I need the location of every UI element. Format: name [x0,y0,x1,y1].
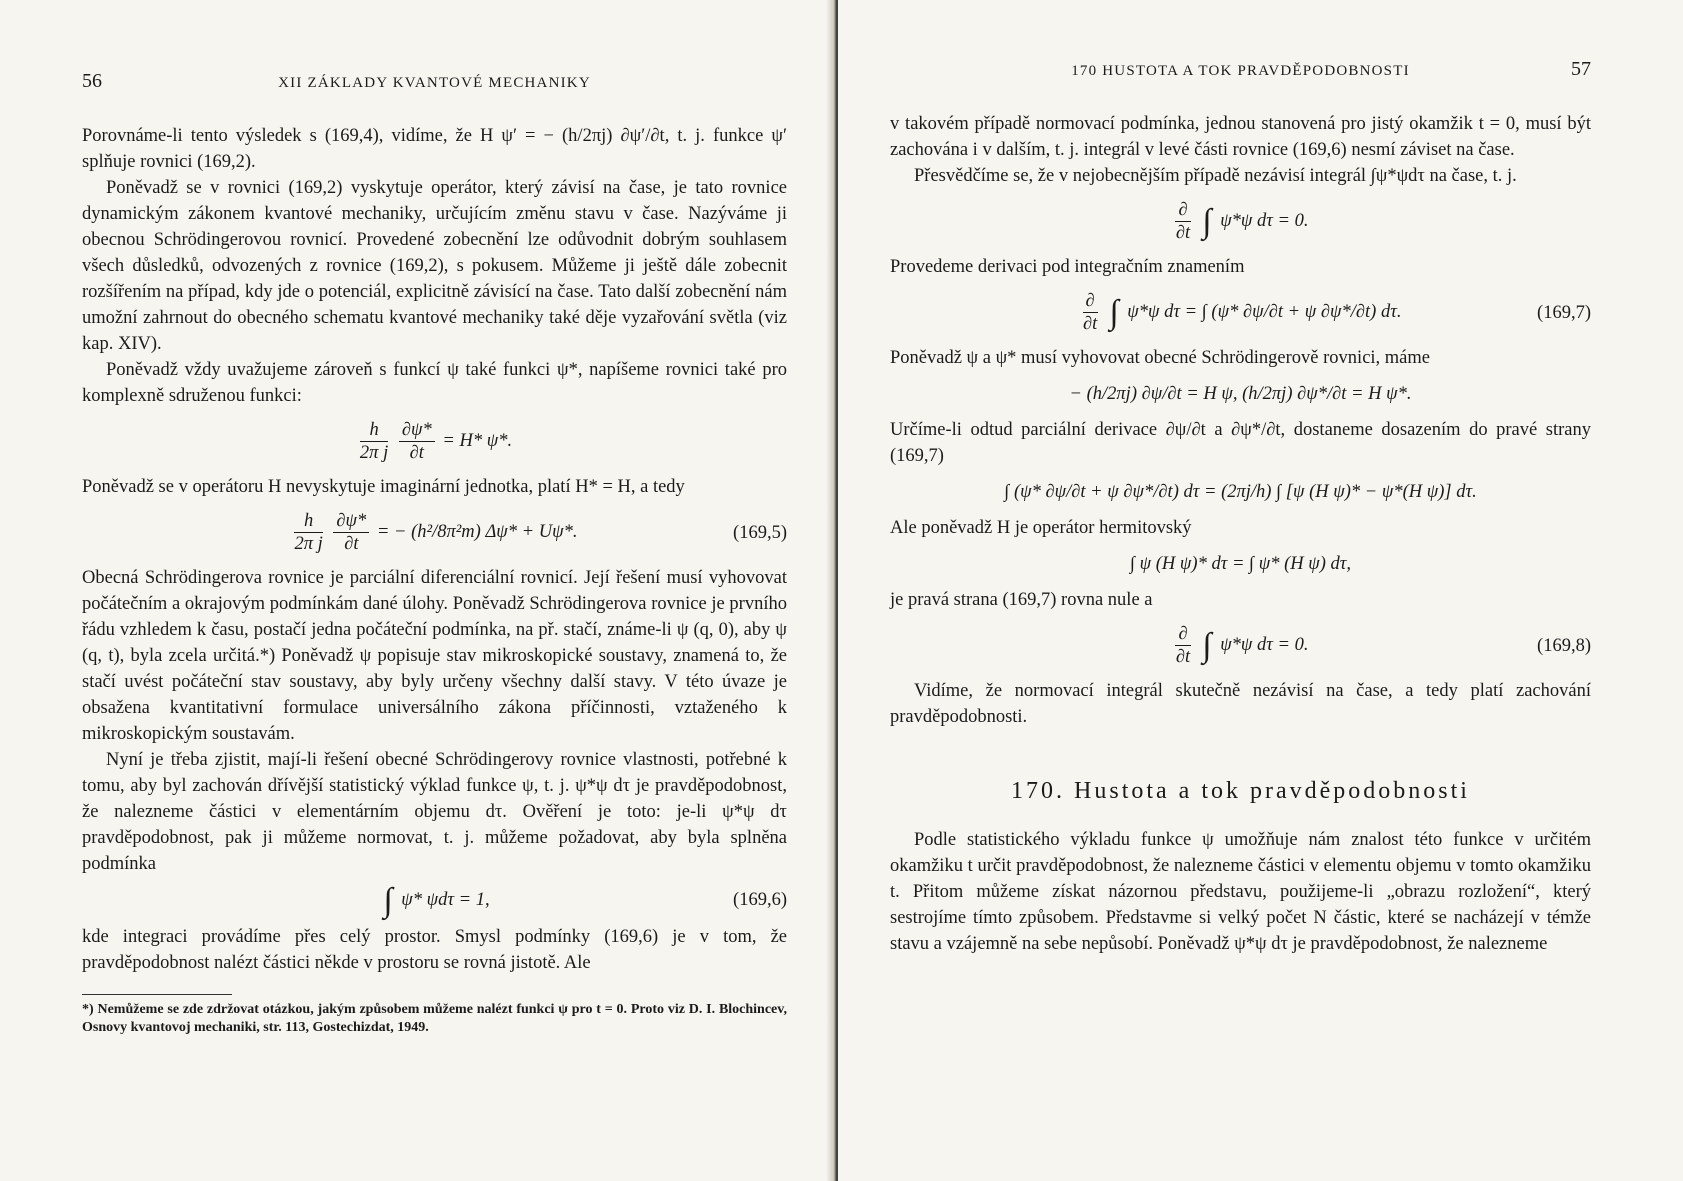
integral-sign: ∫ [1202,202,1212,240]
page-number-left: 56 [82,70,102,92]
right-paragraph-7: je pravá strana (169,7) rovna nule a [890,590,1153,610]
fraction-h-2pij: $\frac{h}{\text{2π j}}$ [294,511,323,554]
running-head-right: 170 HUSTOTA A TOK PRAVDĚPODOBNOSTI [1071,63,1410,79]
equation-conjugate [82,419,787,464]
right-paragraph-6: Ale poněvadž H je operátor hermitovský [890,518,1192,538]
left-paragraph-4: Poněvadž se v operátoru H nevyskytuje imaginární jednotka, platí H* = H, a tedy [82,477,685,497]
fraction-dpsi-dt: $\frac{\partial\psi*}{\partial t}$ [333,510,369,555]
integral-sign: ∫ [383,881,393,919]
right-paragraph-2: Přesvědčíme se, že v nejobecnějším případě nezávisí integrál ∫ψ*ψdτ na čase, t. j. [914,166,1517,186]
equation-169-7-body: ψ*ψ dτ = ∫ (ψ* ∂ψ/∂t + ψ ∂ψ*/∂t) dτ. [1127,301,1402,322]
equation-169-8 [890,623,1591,668]
fraction-dpsi-dt: $\frac{\partial\psi*}{\partial t}$ [399,419,435,464]
equation-time-derivative-body: ψ*ψ dτ = 0. [1220,210,1309,231]
equation-169-8-body: ψ*ψ dτ = 0. [1220,634,1309,655]
equation-schrodinger-pair-body: − (h/2πj) ∂ψ/∂t = H ψ, (h/2πj) ∂ψ*/∂t = H ψ*. [1069,384,1412,404]
right-paragraph-3: Provedeme derivaci pod integračním znamením [890,257,1245,277]
integral-sign: ∫ [1202,626,1212,664]
running-header-right [890,58,1591,81]
page-number-right: 57 [1570,58,1591,80]
fraction-h-2pij: $\frac{h}{\text{2π j}}$ [359,420,389,463]
equation-label-169-5: (169,5) [733,522,787,543]
running-header-left [82,70,787,93]
equation-label-169-7: (169,7) [1537,302,1591,323]
equation-169-5 [82,510,787,555]
section-title: 170. Hustota a tok pravděpodobnosti [1011,778,1470,804]
right-paragraph-1: v takovém případě normovací podmínka, jednou stanovená pro jistý okamžik t = 0, musí být zachována i v dalším, t. j. integrál v levé části rovnice (169,6) nesmí záviset na čase. [890,114,1591,160]
fraction-d-dt: $\frac{\partial}{\partial t}$ [1175,200,1191,243]
equation-substitution [890,479,1591,505]
equation-label-169-8: (169,8) [1537,635,1591,656]
fraction-d-dt: $\frac{\partial}{\partial t}$ [1082,291,1098,334]
footnote: *) Nemůžeme se zde zdržovat otázkou, jakým způsobem můžeme nalézt funkci ψ pro t = 0. Proto viz D. I. Blochincev, Osnovy kvantovoj mechaniki, str. 113, Gostechizdat, 1949. [82,1001,787,1035]
left-paragraph-7: kde integraci provádíme přes celý prostor. Smysl podmínky (169,6) je v tom, že pravděpodobnost nalézt částici někde v prostoru se rovná jistotě. Ale [82,926,787,973]
equation-hermitian-body: ∫ ψ (H ψ)* dτ = ∫ ψ* (H ψ) dτ, [1129,554,1352,574]
equation-conjugate-rhs: = H* ψ*. [442,430,513,451]
fraction-d-dt: $\frac{\partial}{\partial t}$ [1175,624,1191,667]
left-paragraph-3: Poněvadž vždy uvažujeme zároveň s funkcí ψ také funkci ψ*, napíšeme rovnici také pro komplexně sdruženou funkci: [82,360,787,406]
equation-169-7 [890,290,1591,335]
right-paragraph-9: Podle statistického výkladu funkce ψ umožňuje nám znalost této funkce v určitém okamžiku t určit pravděpodobnost, že nalezneme částici v elementu objemu v tomto okamžiku t. Přitom můžeme získat názornou představu, použijeme-li „obrazu rozložení“, který sestrojíme tímto způsobem. Představme si velký počet N částic, které se nacházejí v témže stavu a vzájemně na sebe nepůsobí. Poněvadž ψ*ψ dτ je pravděpodobnost, že nalezneme [890,830,1591,954]
equation-169-6-body: ψ* ψdτ = 1, [401,890,490,910]
equation-time-derivative [890,199,1591,244]
footnote-rule [82,994,232,995]
right-paragraph-5: Určíme-li odtud parciální derivace ∂ψ/∂t a ∂ψ*/∂t, dostaneme dosazením do pravé strany (169,7) [890,420,1591,466]
left-paragraph-1: Porovnáme-li tento výsledek s (169,4), vidíme, že H ψ′ = − (h/2πj) ∂ψ′/∂t, t. j. funkce ψ′ splňuje rovnici (169,2). [82,126,787,172]
equation-substitution-body: ∫ (ψ* ∂ψ/∂t + ψ ∂ψ*/∂t) dτ = (2πj/h) ∫ [ψ (H ψ)* − ψ*(H ψ)] dτ. [1004,482,1477,502]
right-paragraph-4: Poněvadž ψ a ψ* musí vyhovovat obecné Schrödingerově rovnici, máme [890,348,1430,368]
equation-label-169-6: (169,6) [733,890,787,911]
left-page [0,0,835,1181]
integral-sign: ∫ [1109,293,1119,331]
running-head-left: XII ZÁKLADY KVANTOVÉ MECHANIKY [278,75,591,91]
equation-schrodinger-pair [890,381,1591,407]
left-paragraph-2: Poněvadž se v rovnici (169,2) vyskytuje operátor, který závisí na čase, je tato rovnice dynamickým zákonem kvantové mechaniky, určujícím změnu stavu v čase. Nazýváme ji obecnou Schrödingerovou rovnicí. Provedené zobecnění lze odůvodnit dobrým souhlasem všech důsledků, odvozených z rovnice (169,2), s pokusem. Můžeme ji ještě dále zobecnit rozšířením na případ, kdy jde o potenciál, explicitně závisící na čase. Tato další zobecnění nám umožní zahrnout do obecného schematu kvantové mechaniky také děje vyzařování světla (viz kap. XIV). [82,178,787,354]
equation-169-6 [82,881,787,919]
equation-169-5-rhs: = − (h²/8π²m) Δψ* + Uψ*. [376,521,578,542]
equation-hermitian [890,551,1591,577]
right-paragraph-8: Vidíme, že normovací integrál skutečně nezávisí na čase, a tedy platí zachování pravděpodobnosti. [890,681,1591,727]
right-page [838,0,1683,1181]
left-paragraph-6: Nyní je třeba zjistit, mají-li řešení obecné Schrödingerovy rovnice vlastnosti, potřebné k tomu, aby byl zachován dřívější statistický výklad funkce ψ, t. j. ψ*ψ dτ je pravděpodobnost, že nalezneme částici v elementárním objemu dτ. Ověření je toto: je-li ψ*ψ dτ pravděpodobnost, pak ji můžeme normovat, t. j. můžeme požadovat, aby byla splněna podmínka [82,750,787,874]
left-paragraph-5: Obecná Schrödingerova rovnice je parciální diferenciální rovnicí. Její řešení musí vyhovovat počátečním a okrajovým podmínkám dané úlohy. Poněvadž Schrödingerova rovnice je prvního řádu vzhledem k času, postačí jedna počáteční podmínka, na př. stačí, známe-li ψ (q, 0), aby ψ (q, t), byla zcela určitá.*) Poněvadž ψ popisuje stav mikroskopické soustavy, znamená to, že stačí uvést počáteční stav soustavy, aby byly určeny všechny další stavy. V této úvaze je obsažena kvantitativní formulace universálního zákona příčinnosti, vztaženého k mikroskopickým soustavám. [82,568,787,744]
